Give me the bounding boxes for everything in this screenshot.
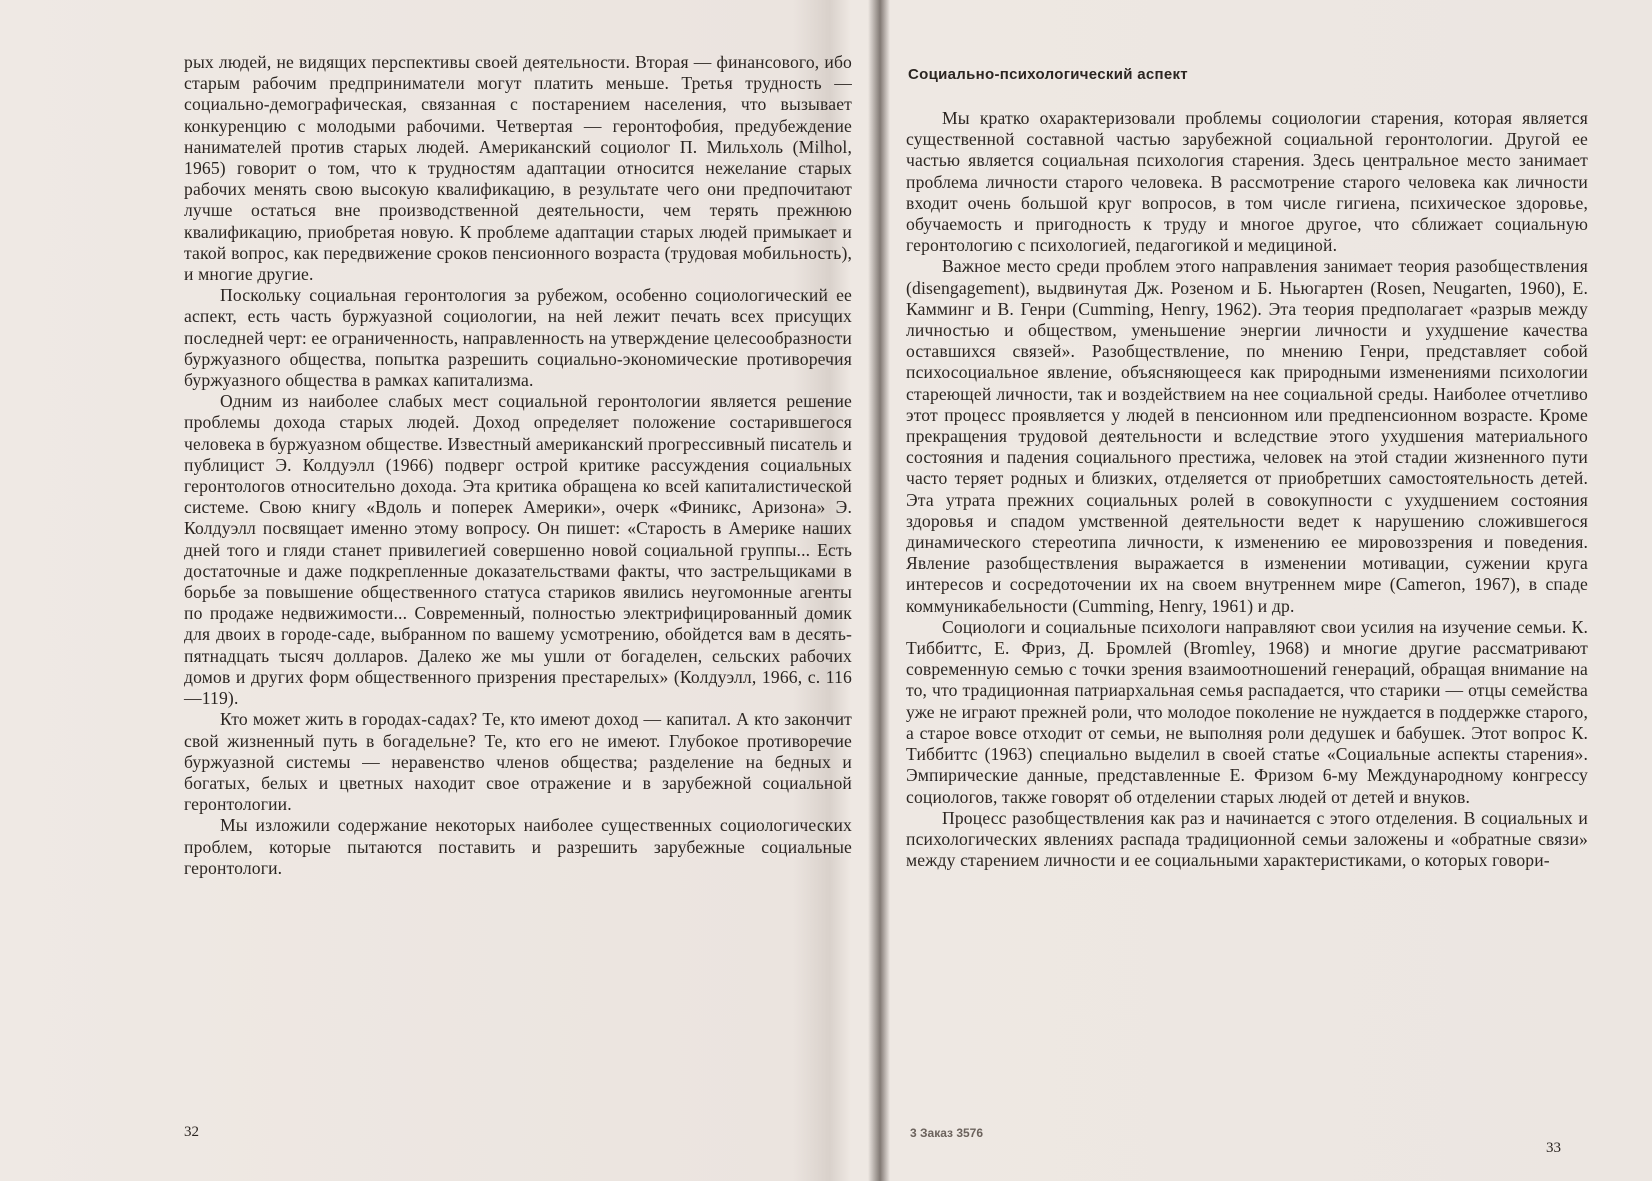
left-text-column	[184, 52, 852, 879]
paragraph: Социологи и социальные психологи направляют свои усилия на изучение семьи. К. Тиббиттс, Е. Фриз, Д. Бромлей (Bromley, 1968) и многие другие рассматривают современную семью с точки зрения взаимоотношений генераций, обращая внимание на то, что традиционная патриархальная семья распадается, что старики — отцы семейства уже не играют прежней роли, что молодое поколение не нуждается в поддержке старого, а старое вовсе отходит от семьи, не выполняя роли дедушек и бабушек. Этот вопрос К. Тиббиттс (1963) специально выделил в своей статье «Социальные аспекты старения». Эмпирические данные, представленные Е. Фризом 6-му Международному конгрессу социологов, также говорят об отделении старых людей от детей и внуков.	[906, 616, 1588, 807]
book-gutter	[868, 0, 890, 1181]
right-text-column	[906, 108, 1588, 871]
paragraph: Важное место среди проблем этого направления занимает теория разобществления (disengagement), выдвинутая Дж. Розеном и Б. Ньюгартен (Rosen, Neugarten, 1960), Е. Камминг и В. Генри (Cumming, Henry, 1962). Эта теория предполагает «разрыв между личностью и обществом, уменьшение энергии личности и ухудшение качества оставшихся связей». Разобществление, по мнению Генри, представляет собой психосоциальное явление, объясняющееся как природными изменениями психологии стареющей личности, так и воздействием на нее социальной среды. Наиболее отчетливо этот процесс проявляется у людей в пенсионном или предпенсионном возрасте. Кроме прекращения трудовой деятельности и вследствие этого ухудшения материального состояния и падения социального престижа, человек на этой стадии жизненного пути часто теряет родных и близких, отделяется от приобретших самостоятельность детей. Эта утрата прежних социальных ролей в совокупности с ухудшением состояния здоровья и спадом умственной деятельности ведет к нарушению сложившегося динамического стереотипа личности, к изменению ее мировоззрения и поведения. Явление разобществления выражается в изменении мотивации, сужении круга интересов и сосредоточении их на своем внутреннем мире (Cameron, 1967), в спаде коммуникабельности (Cumming, Henry, 1961) и др.	[906, 256, 1588, 616]
page-number: 33	[1546, 1140, 1561, 1156]
paragraph: рых людей, не видящих перспективы своей деятельности. Вторая — финансового, ибо старым рабочим предприниматели могут платить меньше. Третья трудность — социально-демографическая, связанная с постарением населения, что вызывает конкуренцию с молодыми рабочими. Четвертая — геронтофобия, предубеждение нанимателей против старых людей. Американский социолог П. Мильхоль (Milhol, 1965) говорит о том, что к трудностям адаптации относится нежелание старых рабочих менять свою высокую квалификацию, в результате чего они предпочитают лучше остаться вне производственной деятельности, чем терять прежнюю квалификацию, приобретая новую. К проблеме адаптации старых людей примыкает и такой вопрос, как передвижение сроков пенсионного возраста (трудовая мобильность), и многие другие.	[184, 52, 852, 285]
right-page	[890, 0, 1652, 1181]
paragraph: Мы изложили содержание некоторых наиболее существенных социологических проблем, которые пытаются поставить и разрешить зарубежные социальные геронтологи.	[184, 815, 852, 878]
paragraph: Кто может жить в городах-садах? Те, кто имеют доход — капитал. А кто закончит свой жизненный путь в богадельне? Те, кто его не имеют. Глубокое противоречие буржуазной системы — неравенство членов общества; разделение на бедных и богатых, белых и цветных находит свое отражение и в зарубежной социальной геронтологии.	[184, 709, 852, 815]
section-heading: Социально-психологический аспект	[908, 66, 1188, 83]
paragraph: Одним из наиболее слабых мест социальной геронтологии является решение проблемы дохода старых людей. Доход определяет положение состарившегося человека в буржуазном обществе. Известный американский прогрессивный писатель и публицист Э. Колдуэлл (1966) подверг острой критике рассуждения социальных геронтологов относительно дохода. Эта критика обращена ко всей капиталистической системе. Свою книгу «Вдоль и поперек Америки», очерк «Финикс, Аризона» Э. Колдуэлл посвящает именно этому вопросу. Он пишет: «Старость в Америке наших дней того и гляди станет привилегией совершенно новой социальной группы... Есть достаточные и даже подкрепленные доказательствами факты, что застрельщиками в борьбе за повышение общественного статуса стариков явились неугомонные агенты по продаже недвижимости... Современный, полностью электрифицированный домик для двоих в городе-саде, выбранном по вашему усмотрению, обойдется вам в десять-пятнадцать тысяч долларов. Далеко же мы ушли от богаделен, сельских рабочих домов и других форм общественного призрения престарелых» (Колдуэлл, 1966, с. 116—119).	[184, 391, 852, 709]
paragraph: Поскольку социальная геронтология за рубежом, особенно социологический ее аспект, есть часть буржуазной социологии, на ней лежит печать всех присущих последней черт: ее ограниченность, направленность на утверждение целесообразности буржуазного общества, попытка разрешить социально-экономические противоречия буржуазного общества в рамках капитализма.	[184, 285, 852, 391]
page-number: 32	[184, 1124, 199, 1140]
paragraph: Процесс разобществления как раз и начинается с этого отделения. В социальных и психологических явлениях распада традиционной семьи заложены и «обратные связи» между старением личности и ее социальными характеристиками, о которых говори-	[906, 807, 1588, 871]
print-signature: 3 Заказ 3576	[910, 1126, 984, 1140]
paragraph: Мы кратко охарактеризовали проблемы социологии старения, которая является существенной составной частью зарубежной социальной геронтологии. Другой ее частью является социальная психология старения. Здесь центральное место занимает проблема личности старого человека. В рассмотрение старого человека как личности входит очень большой круг вопросов, в том числе гигиена, психическое здоровье, обучаемость и пригодность к труду и многое другое, что сближает социальную геронтологию с психологией, педагогикой и медициной.	[906, 108, 1588, 256]
